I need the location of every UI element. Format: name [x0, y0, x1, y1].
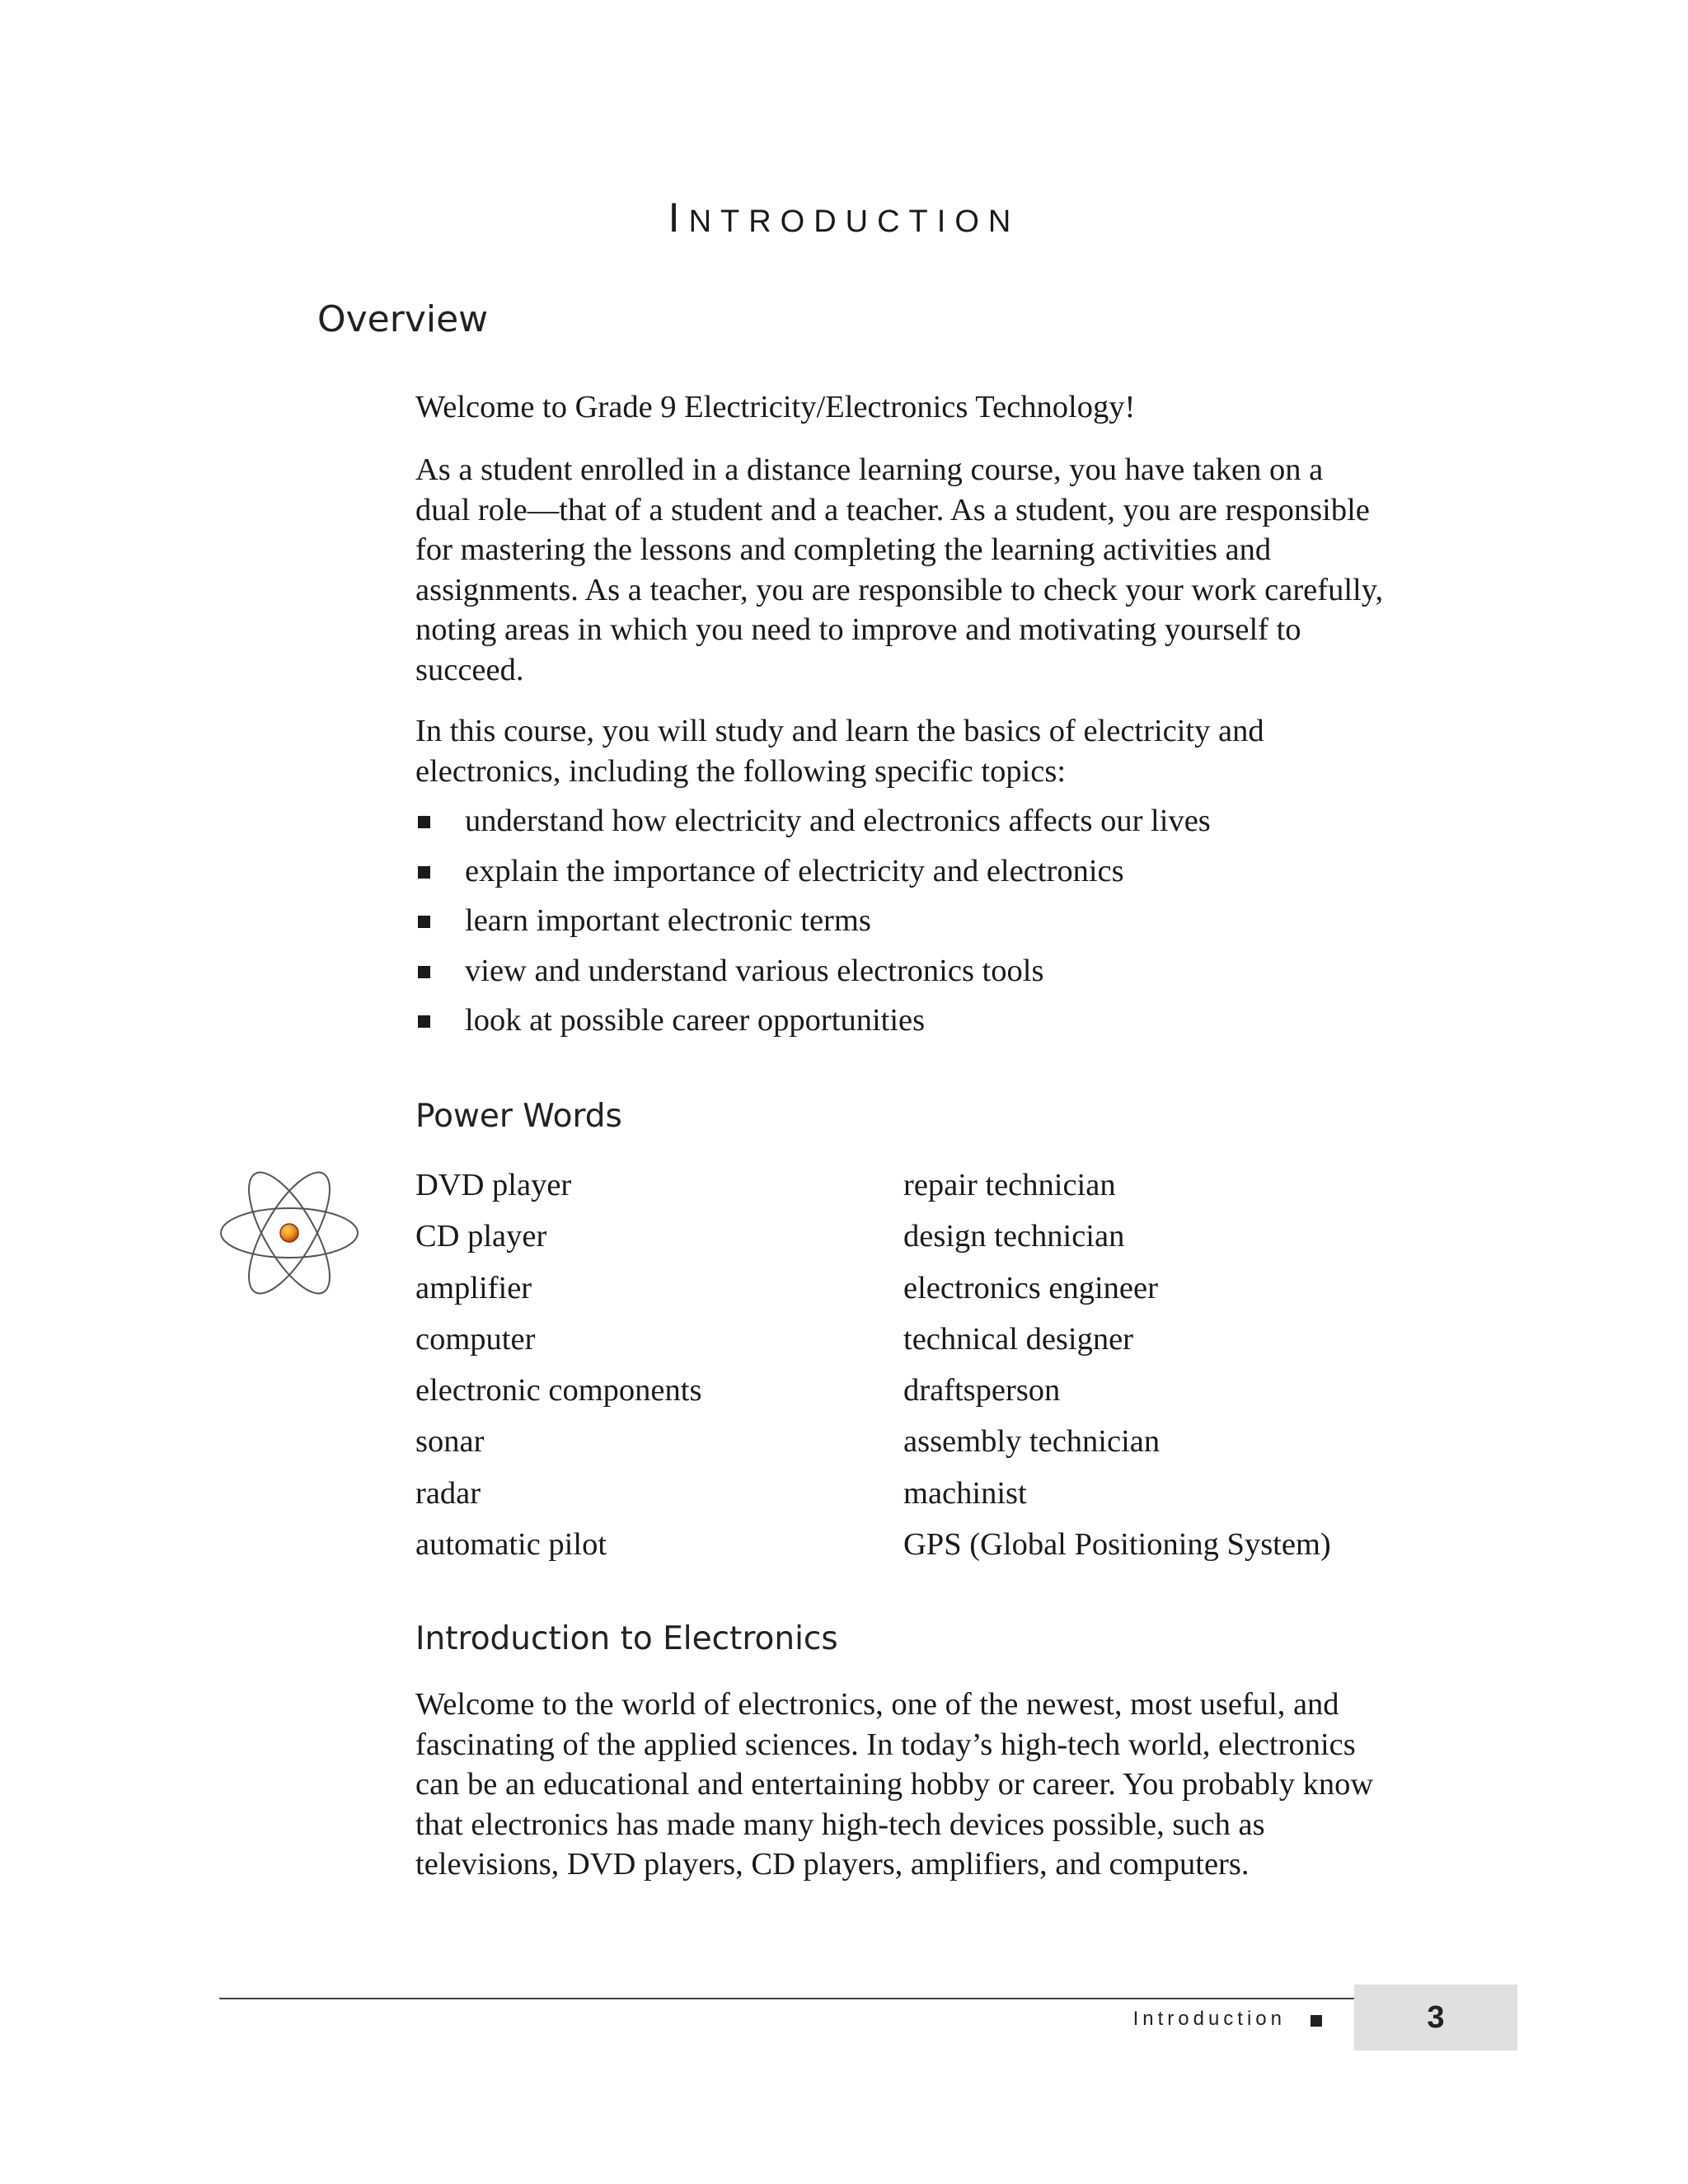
list-item	[415, 1001, 1569, 1051]
page-number: 3	[1354, 1985, 1517, 2050]
power-word: DVD player	[415, 1168, 572, 1202]
welcome-line: Welcome to Grade 9 Electricity/Electronics Technology!	[415, 390, 1136, 424]
chapter-title	[0, 194, 1688, 241]
list-item	[415, 901, 1569, 951]
text-line: In this course, you will study and learn the basics of electricity and	[415, 714, 1264, 748]
bullet-square-icon	[418, 966, 430, 978]
text-line: that electronics has made many high-tech devices possible, such as	[415, 1807, 1265, 1842]
list-item-text: explain the importance of electricity and electronics	[465, 853, 1124, 888]
list-item-text: learn important electronic terms	[465, 903, 871, 938]
bullet-square-icon	[418, 816, 430, 828]
text-line: for mastering the lessons and completing the learning activities and	[415, 532, 1272, 567]
topics-list	[415, 801, 1569, 1051]
power-word: machinist	[903, 1475, 1027, 1511]
atom-icon	[216, 1167, 363, 1299]
intro-electronics-paragraph	[415, 1685, 1569, 1885]
bullet-square-icon	[418, 1015, 430, 1028]
overview-paragraph-1	[415, 450, 1569, 690]
text-line: fascinating of the applied sciences. In today’s high-tech world, electronics	[415, 1727, 1356, 1762]
text-line: can be an educational and entertaining hobby or career. You probably know	[415, 1767, 1374, 1802]
bullet-square-icon	[418, 866, 430, 879]
power-words-right-column	[903, 1160, 1331, 1570]
overview-paragraph-2	[415, 711, 1569, 791]
footer-square-icon	[1311, 2015, 1322, 2027]
list-item	[415, 951, 1569, 1001]
text-line: succeed.	[415, 652, 524, 687]
text-line: electronics, including the following specific topics:	[415, 753, 1067, 789]
chapter-title-initial: I	[668, 194, 689, 241]
text-line: dual role—that of a student and a teacher. As a student, you are responsible	[415, 492, 1370, 527]
bullet-square-icon	[418, 916, 430, 928]
chapter-title-rest: NTRODUCTION	[688, 204, 1020, 239]
intro-electronics-heading: Introduction to Electronics	[415, 1620, 838, 1657]
footer-section-label: Introduction	[1132, 2008, 1286, 2030]
text-line: televisions, DVD players, CD players, amplifiers, and computers.	[415, 1847, 1250, 1882]
power-word: electronics engineer	[903, 1270, 1158, 1305]
footer-rule	[219, 1998, 1355, 1999]
power-word: draftsperson	[903, 1373, 1061, 1408]
power-word: design technician	[903, 1219, 1125, 1254]
text-line: Welcome to the world of electronics, one of the newest, most useful, and	[415, 1687, 1339, 1722]
text-line: As a student enrolled in a distance learning course, you have taken on a	[415, 452, 1324, 487]
list-item-text: look at possible career opportunities	[465, 1003, 926, 1038]
list-item	[415, 851, 1569, 902]
power-word: radar	[415, 1475, 481, 1511]
power-words-heading: Power Words	[415, 1098, 622, 1135]
list-item-text: understand how electricity and electronics affects our lives	[465, 804, 1211, 838]
power-word: CD player	[415, 1219, 547, 1254]
overview-heading: Overview	[317, 298, 489, 340]
power-word: assembly technician	[903, 1424, 1160, 1460]
list-item-text: view and understand various electronics tools	[465, 953, 1044, 988]
power-word: amplifier	[415, 1270, 532, 1305]
power-word: technical designer	[903, 1321, 1133, 1357]
power-words-left-column	[415, 1160, 701, 1570]
power-word: computer	[415, 1321, 536, 1357]
power-word: GPS (Global Positioning System)	[903, 1527, 1331, 1563]
list-item	[415, 801, 1569, 851]
power-word: sonar	[415, 1424, 485, 1460]
power-word: automatic pilot	[415, 1527, 607, 1563]
text-line: noting areas in which you need to improve and motivating yourself to	[415, 612, 1301, 647]
text-line: assignments. As a teacher, you are responsible to check your work carefully,	[415, 572, 1384, 607]
power-word: repair technician	[903, 1168, 1116, 1202]
power-word: electronic components	[415, 1373, 702, 1408]
